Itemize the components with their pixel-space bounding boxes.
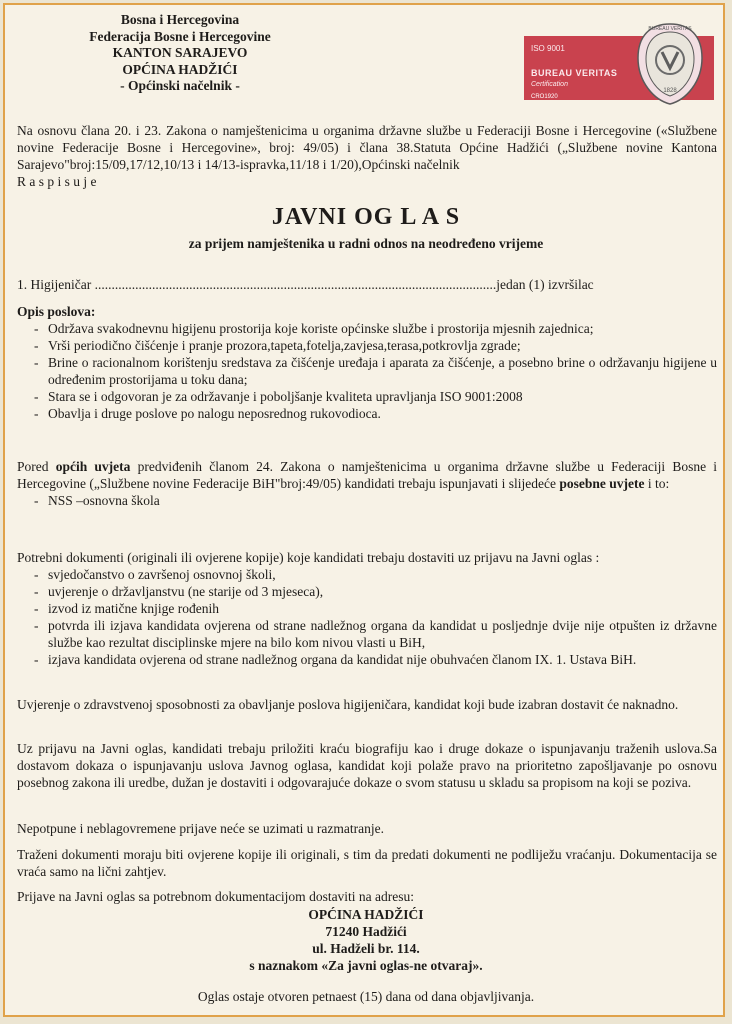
list-item: - Stara se i odgovoran je za održavanje i poboljšanje kvaliteta upravljanja ISO 9001:2008 — [17, 388, 717, 405]
logo-sub: Certification — [531, 81, 568, 88]
header-municipality: OPĆINA HADŽIĆI — [122, 61, 238, 77]
list-item: - svjedočanstvo o završenoj osnovnoj školi, — [17, 566, 717, 583]
raspisuje: R a s p i s u j e — [17, 174, 97, 189]
copies-notice: Traženi dokumenti moraju biti ovjerene kopije ili originali, s tim da predati dokumenti ne podliježu vraćanju. Dokumentacija se vraća samo na lični zahtjev. — [17, 847, 717, 879]
logo-brand: BUREAU VERITAS — [531, 68, 618, 78]
list-item: - NSS –osnovna škola — [17, 492, 717, 509]
seal-year-text: 1828 — [663, 88, 677, 94]
ad-title: JAVNI OG L A S — [271, 204, 461, 230]
logo-code: CRO1920 — [531, 94, 558, 100]
seal-top-text: BUREAU VERITAS — [648, 26, 692, 32]
header-office: - Općinski načelnik - — [120, 78, 240, 93]
list-item: - izvod iz matične knjige rođenih — [17, 600, 717, 617]
health-certificate: Uvjerenje o zdravstvenoj sposobnosti za obavljanje poslova higijeničara, kandidat koji bude izabran dostavit će naknadno. — [17, 697, 679, 712]
duties-section — [17, 303, 717, 422]
address-line: 71240 Hadžići — [325, 924, 407, 939]
list-item: - uvjerenje o državljanstvu (ne starije od 3 mjeseca), — [17, 583, 717, 600]
biography-requirement: Uz prijavu na Javni oglas, kandidati trebaju priložiti kraću biografiju kao i druge dokaze o ispunjavanju traženih uslova.Sa dostavom dokaza o ispunjavanju uslova Javnog oglasa, kandidat koji polaže pravo na prioritetno zapošljavanje po osnovu posebnog zakona ili uredbe, dužan je dostaviti i odgovarajuće dokaze o svom statusu u skladu sa propisom na koji se poziva. — [17, 741, 717, 790]
address-line: s naznakom «Za javni oglas-ne otvaraj». — [249, 958, 483, 973]
issuer-header — [60, 12, 300, 95]
logo-iso: ISO 9001 — [531, 44, 565, 53]
list-item: - izjava kandidata ovjerena od strane nadležnog organa da kandidat nije obuhvaćen članom IX. 1. Ustava BiH. — [17, 651, 717, 668]
header-country: Bosna i Hercegovina — [120, 12, 240, 27]
documents-section — [17, 549, 717, 668]
conditions-section — [17, 458, 717, 509]
incomplete-notice: Nepotpune i neblagovremene prijave neće se uzimati u razmatranje. — [17, 821, 384, 836]
documents-intro: Potrebni dokumenti (originali ili ovjerene kopije) koje kandidati trebaju dostaviti uz prijavu na Javni oglas : — [17, 550, 600, 565]
address-line: ul. Hadželi br. 114. — [312, 941, 420, 956]
conditions-text: predviđenih članom 24. Zakona o namještenicima u organima državne službe u Federaciji Bosne i Hercegovine („Službene novine Federacije BiH"broj:49/05) kandidati trebaju ispunjavati i slijedeće — [17, 459, 718, 491]
special-conditions: posebne uvjete — [559, 476, 645, 491]
header-federation: Federacija Bosne i Hercegovine — [89, 28, 271, 44]
list-item: - Brine o racionalnom korištenju sredstava za čišćenje uređaja i aparata za čišćenje, a posebno brine o održavanju higijene u određenim prostorijama u toku dana; — [17, 354, 717, 388]
list-item: - Održava svakodnevnu higijenu prostorija koje koriste općinske službe i prostorija mjesnih zajednica; — [17, 320, 717, 337]
position-line: 1. Higijeničar .......................................................................................................................jedan (1) izvršilac — [17, 277, 594, 292]
address-line: OPĆINA HADŽIĆI — [308, 907, 424, 922]
submit-instructions: Prijave na Javni oglas sa potrebnom dokumentacijom dostaviti na adresu: — [17, 889, 415, 904]
ad-subtitle: za prijem namještenika u radni odnos na neodređeno vrijeme — [188, 236, 544, 251]
certification-logo — [524, 26, 714, 100]
list-item: - potvrda ili izjava kandidata ovjerena od strane nadležnog organa da kandidat u posljednje dvije nije otpušten iz državne službe kao rezultat disciplinske mjere na bilo kom nivou vlasti u BiH, — [17, 617, 717, 651]
conditions-text: Pored — [17, 459, 56, 474]
address-block — [0, 906, 732, 974]
legal-basis-text: Na osnovu člana 20. i 23. Zakona o namještenicima u organima državne službe u Federaciji Bosne i Hercegovine («Službene novine Federacije Bosne i Hercegovine», broj: 49/05) i člana 38.Statuta Općine Hadžići („Službene novine Kantona Sarajevo"broj:15/09,17/12,10/13 i 14/13-ispravka,11/18 i 1/20),Općinski načelnik — [17, 123, 717, 172]
list-item: - Vrši periodično čišćenje i pranje prozora,tapeta,fotelja,zavjesa,terasa,potkrovlja zgrade; — [17, 337, 717, 354]
list-item: - Obavlja i druge poslove po nalogu neposrednog rukovodioca. — [17, 405, 717, 422]
conditions-text: i to: — [644, 476, 670, 491]
duties-heading: Opis poslova: — [17, 304, 96, 319]
general-conditions: općih uvjeta — [55, 459, 131, 474]
legal-basis — [17, 122, 717, 190]
header-canton: KANTON SARAJEVO — [112, 45, 248, 60]
bureau-veritas-seal-icon — [634, 22, 706, 106]
closing-notice: Oglas ostaje otvoren petnaest (15) dana od dana objavljivanja. — [197, 989, 535, 1004]
